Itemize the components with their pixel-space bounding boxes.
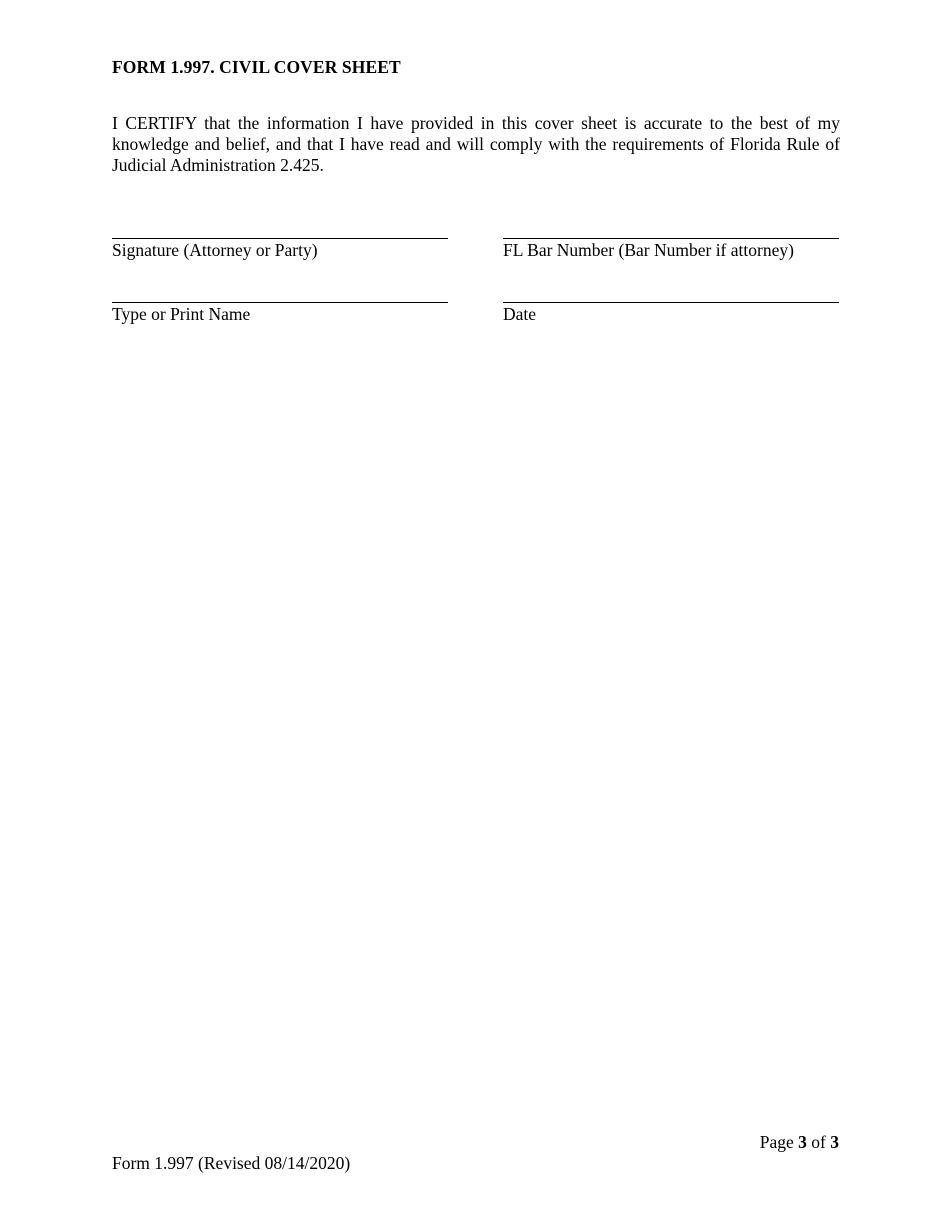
page-total: 3 — [830, 1132, 839, 1152]
page-prefix: Page — [759, 1132, 794, 1152]
bar-number-label: FL Bar Number (Bar Number if attorney) — [503, 240, 794, 260]
date-field[interactable] — [503, 302, 839, 325]
form-revision: Form 1.997 (Revised 08/14/2020) — [112, 1153, 351, 1173]
signature-field[interactable] — [112, 238, 448, 261]
signature-label: Signature (Attorney or Party) — [112, 240, 318, 260]
date-line — [503, 302, 839, 303]
bar-number-line — [503, 238, 839, 239]
page-title: FORM 1.997. CIVIL COVER SHEET — [112, 57, 401, 77]
page-current: 3 — [798, 1132, 807, 1152]
certification-statement: I CERTIFY that the information I have provided in this cover sheet is accurate to the best of my knowledge and belief, and that I have read and will comply with the requirements of Florida Rule of Judicial Administration 2.425. — [112, 113, 840, 175]
print-name-field[interactable] — [112, 302, 448, 325]
print-name-line — [112, 302, 448, 303]
date-label: Date — [503, 304, 537, 324]
page-number — [760, 1132, 839, 1153]
signature-line — [112, 238, 448, 239]
bar-number-field[interactable] — [503, 238, 839, 261]
page-of: of — [811, 1132, 826, 1152]
print-name-label: Type or Print Name — [112, 304, 251, 324]
